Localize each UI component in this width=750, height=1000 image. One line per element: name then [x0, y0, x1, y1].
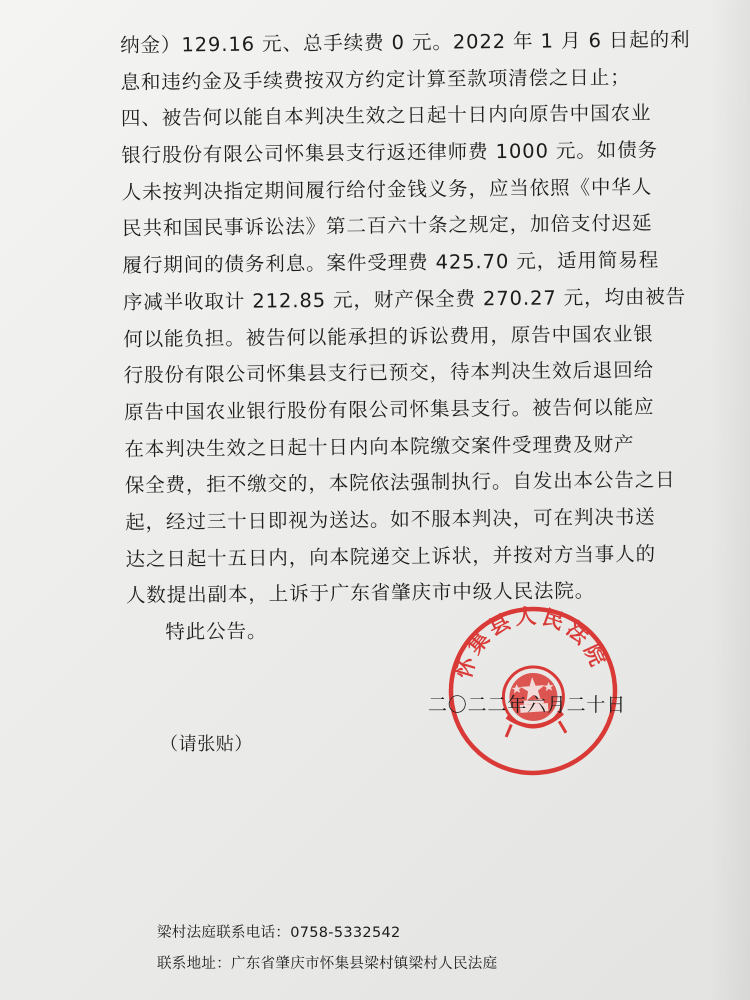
closing-text: 特此公告。	[165, 619, 268, 644]
body-line-4: 银行股份有限公司怀集县支行返还律师费 1000 元。如债务	[121, 138, 659, 168]
address-label: 联系地址：	[157, 956, 231, 972]
announcement-body	[120, 22, 691, 652]
body-line-2: 息和违约金及手续费按双方约定计算至款项清偿之日止；	[120, 65, 631, 94]
body-line-14: 起，经过三十日即视为送达。如不服本判决，可在判决书送	[125, 505, 656, 534]
body-line-9: 何以能负担。被告何以能承担的诉讼费用，原告中国农业银	[123, 321, 654, 351]
address-text: 广东省肇庆市怀集县梁村镇梁村人民法庭	[231, 956, 498, 972]
announcement-date: 二〇二二年六月二十日	[428, 694, 627, 716]
phone-number: 0758-5332542	[290, 925, 401, 941]
body-line-6: 民共和国民事诉讼法》第二百六十条之规定，加倍支付迟延	[121, 211, 653, 241]
body-line-7: 履行期间的债务利息。案件受理费 425.70 元，适用简易程	[122, 248, 660, 278]
seal-text: 怀集县人民法院	[450, 602, 613, 682]
body-line-13: 保全费，拒不缴交的，本院依法强制执行。自发出本公告之日	[124, 468, 676, 498]
body-line-10: 行股份有限公司怀集县支行已预交，待本判决生效后退回给	[123, 358, 655, 388]
contact-footer	[157, 918, 497, 980]
page-shadow	[710, 0, 750, 1000]
posting-note: （请张贴）	[160, 734, 253, 755]
body-line-15: 达之日起十五日内，向本院递交上诉状，并按对方当事人的	[125, 542, 657, 571]
svg-text:怀集县人民法院	[446, 599, 614, 684]
body-line-5: 人未按判决指定期间履行给付金钱义务，应当依照《中华人	[121, 175, 653, 204]
phone-row	[157, 918, 497, 949]
body-line-12: 在本判决生效之日起十日内向本院缴交案件受理费及财产	[124, 432, 635, 461]
body-line-1: 纳金）129.16 元、总手续费 0 元。2022 年 1 月 6 日起的利	[120, 28, 691, 57]
phone-label: 梁村法庭联系电话：	[157, 925, 291, 941]
address-row	[157, 949, 497, 980]
body-line-3: 四、被告何以能自本判决生效之日起十日内向原告中国农业	[120, 101, 652, 131]
body-line-16: 人数提出副本，上诉于广东省肇庆市中级人民法院。	[125, 579, 596, 608]
body-line-11: 原告中国农业银行股份有限公司怀集县支行。被告何以能应	[123, 395, 655, 424]
body-line-8: 序减半收取计 212.85 元，财产保全费 270.27 元，均由被告	[122, 284, 687, 314]
